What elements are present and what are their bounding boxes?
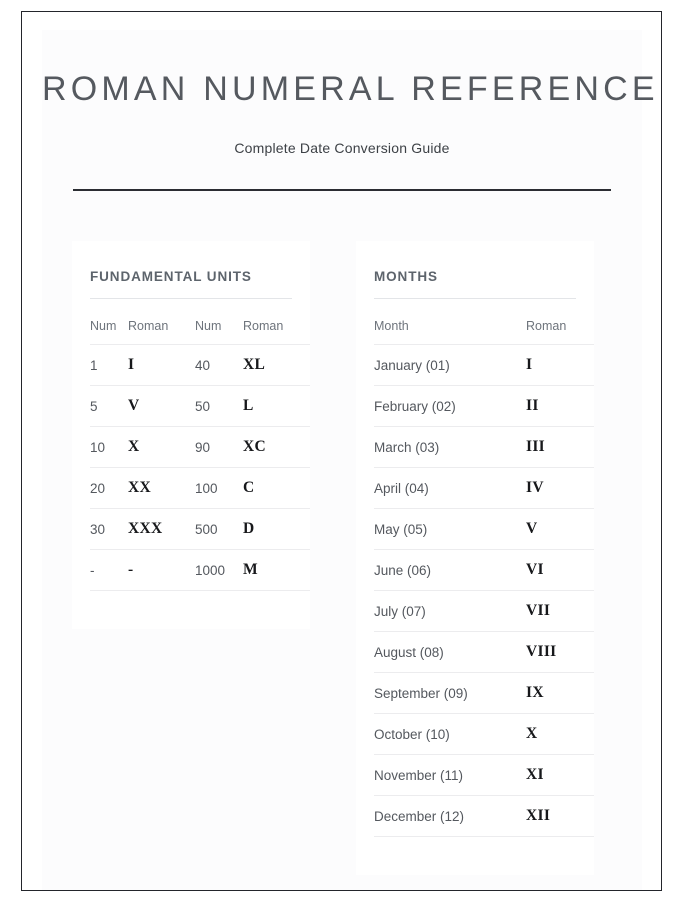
cell-roman: I xyxy=(526,345,594,386)
document-header xyxy=(42,30,659,191)
fundamental-units-heading: FUNDAMENTAL UNITS xyxy=(90,269,252,284)
cell-roman: X xyxy=(526,714,594,755)
column-header-roman-a: Roman xyxy=(128,299,195,345)
table-row xyxy=(374,427,594,468)
cell-num: - xyxy=(90,550,128,591)
cell-month: May (05) xyxy=(374,509,526,550)
table-header-row xyxy=(90,299,310,345)
cell-roman: X xyxy=(128,427,195,468)
table-row xyxy=(374,632,594,673)
column-header-roman-b: Roman xyxy=(243,299,310,345)
cell-month: April (04) xyxy=(374,468,526,509)
cell-num: 90 xyxy=(195,427,243,468)
cell-num: 500 xyxy=(195,509,243,550)
cell-roman: D xyxy=(243,509,310,550)
table-row xyxy=(90,550,310,591)
cell-roman: C xyxy=(243,468,310,509)
cell-num: 1000 xyxy=(195,550,243,591)
table-row xyxy=(374,509,594,550)
cell-month: January (01) xyxy=(374,345,526,386)
months-table xyxy=(374,299,594,837)
cell-roman: IV xyxy=(526,468,594,509)
table-row xyxy=(90,509,310,550)
cell-roman: V xyxy=(526,509,594,550)
cell-roman: XX xyxy=(128,468,195,509)
table-row xyxy=(90,468,310,509)
table-row xyxy=(374,386,594,427)
column-header-num-b: Num xyxy=(195,299,243,345)
cell-roman: XC xyxy=(243,427,310,468)
cell-month: July (07) xyxy=(374,591,526,632)
table-row xyxy=(90,386,310,427)
cell-month: December (12) xyxy=(374,796,526,837)
cell-month: October (10) xyxy=(374,714,526,755)
cell-num: 5 xyxy=(90,386,128,427)
cell-roman: XL xyxy=(243,345,310,386)
table-row xyxy=(374,796,594,837)
cell-roman: XI xyxy=(526,755,594,796)
cell-num: 30 xyxy=(90,509,128,550)
table-row xyxy=(90,345,310,386)
fundamental-units-card xyxy=(72,241,310,629)
cell-num: 40 xyxy=(195,345,243,386)
cell-month: March (03) xyxy=(374,427,526,468)
months-heading: MONTHS xyxy=(374,269,438,284)
cell-num: 20 xyxy=(90,468,128,509)
cell-num: 10 xyxy=(90,427,128,468)
cell-num: 1 xyxy=(90,345,128,386)
cell-num: 100 xyxy=(195,468,243,509)
cell-roman: I xyxy=(128,345,195,386)
cell-roman: V xyxy=(128,386,195,427)
cell-roman: L xyxy=(243,386,310,427)
cell-month: November (11) xyxy=(374,755,526,796)
page-content xyxy=(42,30,659,875)
table-row xyxy=(374,468,594,509)
table-row xyxy=(374,673,594,714)
months-body xyxy=(374,345,594,837)
table-row xyxy=(374,755,594,796)
column-header-month: Month xyxy=(374,299,526,345)
cell-roman: VIII xyxy=(526,632,594,673)
page-subtitle: Complete Date Conversion Guide xyxy=(234,140,450,156)
cell-roman: XII xyxy=(526,796,594,837)
cell-roman: VII xyxy=(526,591,594,632)
table-row xyxy=(90,427,310,468)
column-header-num-a: Num xyxy=(90,299,128,345)
column-header-roman: Roman xyxy=(526,299,594,345)
table-row xyxy=(374,345,594,386)
cell-roman: III xyxy=(526,427,594,468)
cell-month: August (08) xyxy=(374,632,526,673)
cell-roman: IX xyxy=(526,673,594,714)
fundamental-units-table xyxy=(90,299,310,591)
table-row xyxy=(374,714,594,755)
table-row xyxy=(374,591,594,632)
table-row xyxy=(374,550,594,591)
cell-month: September (09) xyxy=(374,673,526,714)
cell-roman: M xyxy=(243,550,310,591)
months-card xyxy=(356,241,594,875)
page-title: ROMAN NUMERAL REFERENCE xyxy=(42,70,659,108)
cell-roman: II xyxy=(526,386,594,427)
cell-month: June (06) xyxy=(374,550,526,591)
cell-num: 50 xyxy=(195,386,243,427)
cell-month: February (02) xyxy=(374,386,526,427)
cell-roman: VI xyxy=(526,550,594,591)
cell-roman: XXX xyxy=(128,509,195,550)
reference-columns xyxy=(42,191,642,875)
cell-roman: - xyxy=(128,550,195,591)
fundamental-units-body xyxy=(90,345,310,591)
table-header-row xyxy=(374,299,594,345)
